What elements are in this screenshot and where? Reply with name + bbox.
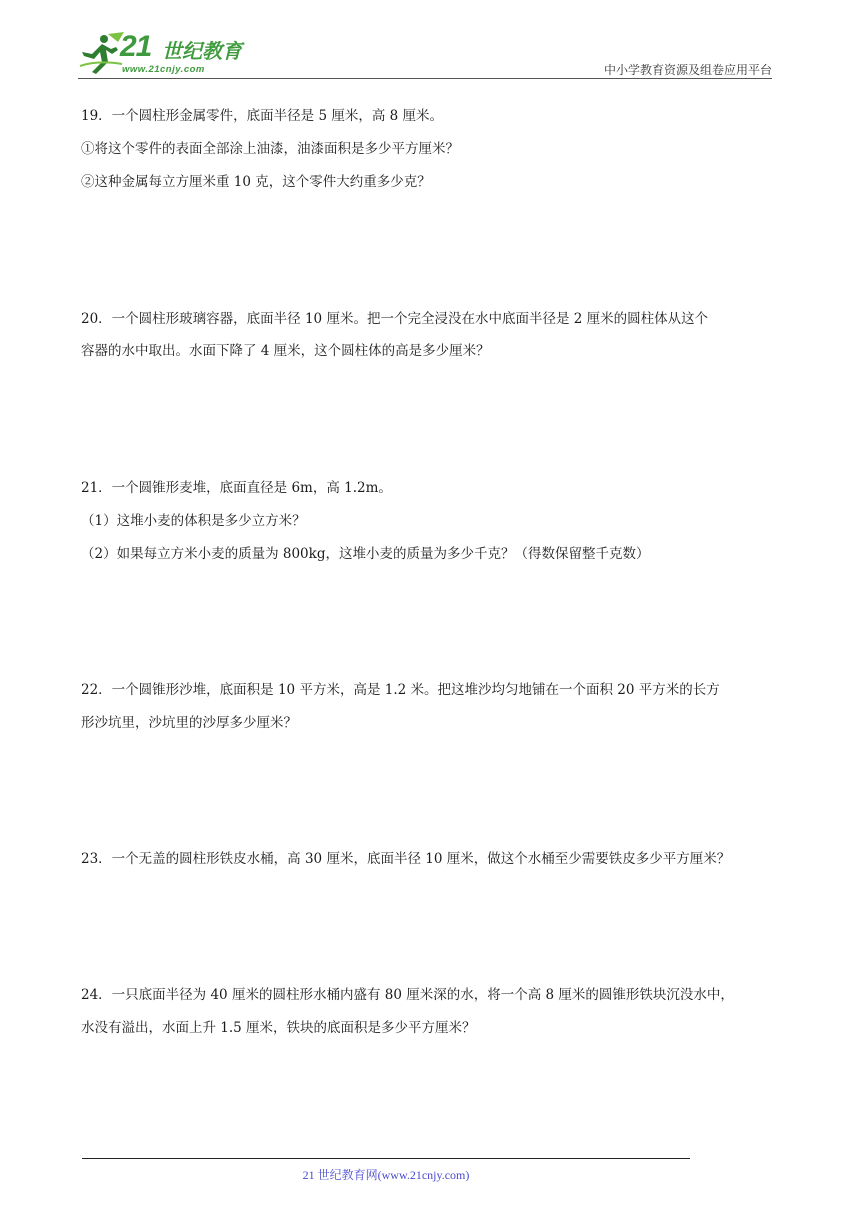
logo-name: 世纪教育 [162, 39, 242, 63]
question-19-line-1: 19．一个圆柱形金属零件，底面半径是 5 厘米，高 8 厘米。 [81, 108, 444, 124]
header-tagline: 中小学教育资源及组卷应用平台 [603, 63, 772, 77]
question-20-line-2: 容器的水中取出。水面下降了 4 厘米，这个圆柱体的高是多少厘米？ [81, 343, 490, 359]
question-23-line-1: 23．一个无盖的圆柱形铁皮水桶，高 30 厘米，底面半径 10 厘米，做这个水桶至少需要铁皮多少平方厘米？ [81, 851, 731, 867]
question-22-line-1: 22．一个圆锥形沙堆，底面积是 10 平方米，高是 1.2 米。把这堆沙均匀地铺在一个面积 20 平方米的长方 [81, 682, 720, 698]
question-24-line-1: 24．一只底面半径为 40 厘米的圆柱形水桶内盛有 80 厘米深的水，将一个高 8 厘米的圆锥形铁块沉没水中， [81, 987, 734, 1003]
question-21-line-2: （1）这堆小麦的体积是多少立方米？ [81, 513, 306, 529]
question-19-line-3: ②这种金属每立方厘米重 10 克，这个零件大约重多少克？ [81, 174, 431, 190]
footer-link[interactable]: 21 世纪教育网(www.21cnjy.com) [302, 1168, 470, 1182]
page-header [78, 28, 772, 79]
footer-divider [82, 1158, 690, 1159]
question-24-line-2: 水没有溢出，水面上升 1.5 厘米，铁块的底面积是多少平方厘米？ [81, 1020, 476, 1036]
question-21-line-1: 21．一个圆锥形麦堆，底面直径是 6m，高 1.2m。 [81, 480, 392, 496]
logo-number: 21 [120, 30, 152, 63]
logo [78, 28, 278, 76]
logo-url: www.21cnjy.com [122, 64, 205, 75]
question-20-line-1: 20．一个圆柱形玻璃容器，底面半径 10 厘米。把一个完全浸没在水中底面半径是 2 厘米的圆柱体从这个 [81, 311, 709, 327]
question-22-line-2: 形沙坑里，沙坑里的沙厚多少厘米？ [81, 715, 297, 731]
question-19-line-2: ①将这个零件的表面全部涂上油漆，油漆面积是多少平方厘米？ [81, 141, 459, 157]
question-21-line-3: （2）如果每立方米小麦的质量为 800kg，这堆小麦的质量为多少千克？（得数保留整千克数） [81, 546, 650, 562]
runner-icon [78, 30, 126, 76]
